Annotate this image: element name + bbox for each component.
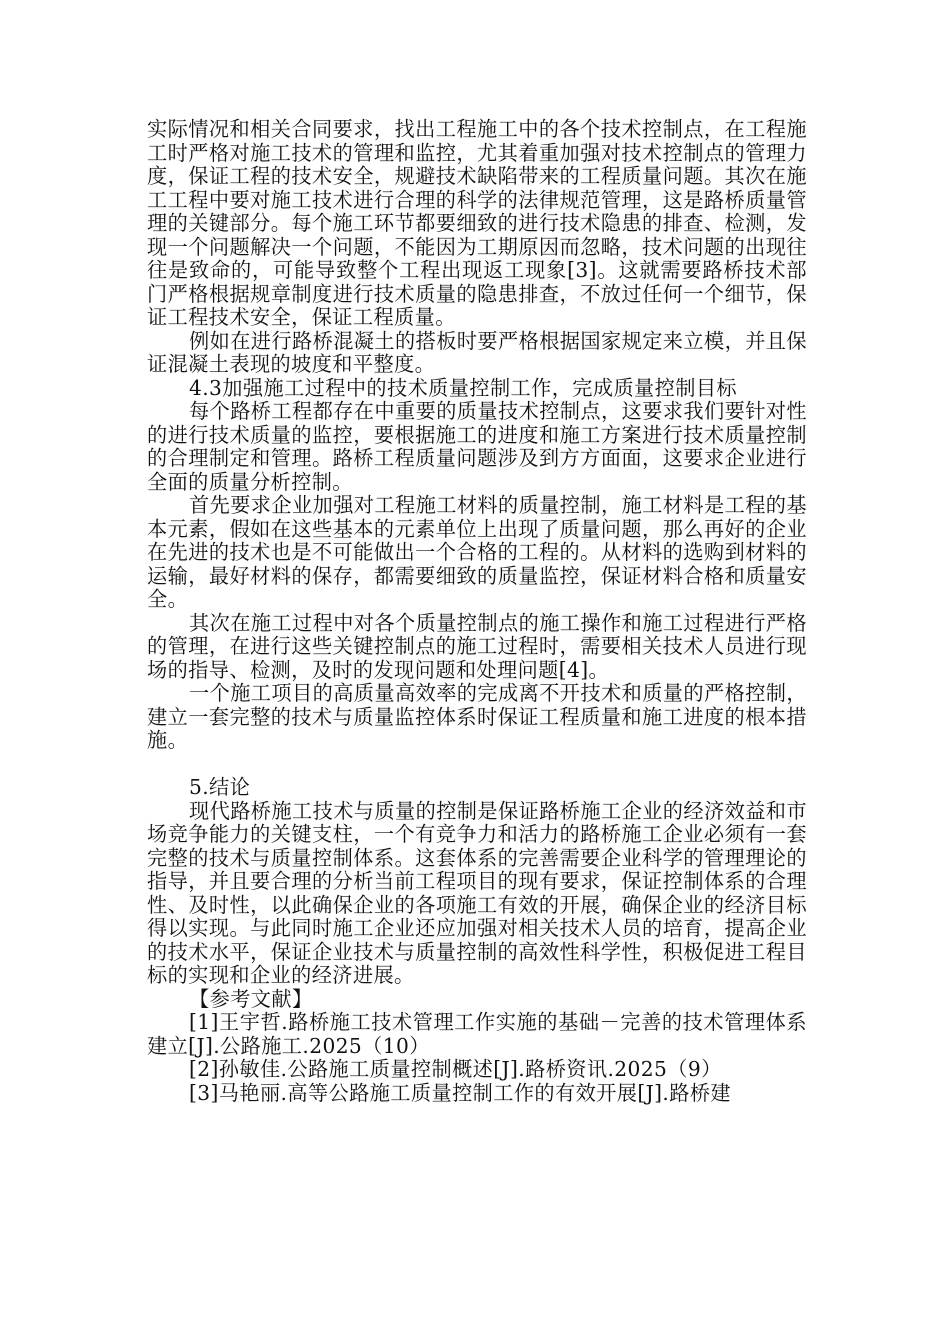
paragraph-material-quality: 首先要求企业加强对工程施工材料的质量控制，施工材料是工程的基本元素，假如在这些基本的元素单位上出现了质量问题，那么再好的企业在先进的技术也是不可能做出一个合格的工程的。从材料的选购到材料的运输，最好材料的保存，都需要细致的质量监控，保证材料合格和质量安全。 — [147, 493, 807, 611]
paragraph-conclusion: 现代路桥施工技术与质量的控制是保证路桥施工企业的经济效益和市场竞争能力的关键支柱，一个有竞争力和活力的路桥施工企业必须有一套完整的技术与质量控制体系。这套体系的完善需要企业科学的管理理论的指导，并且要合理的分析当前工程项目的现有要求，保证控制体系的合理性、及时性，以此确保企业的各项施工有效的开展，确保企业的经济目标得以实现。与此同时施工企业还应加强对相关技术人员的培育，提高企业的技术水平，保证企业技术与质量控制的高效性科学性，积极促进工程目标的实现和企业的经济进展。 — [147, 798, 807, 987]
paragraph-concrete-example: 例如在进行路桥混凝土的搭板时要严格根据国家规定来立模，并且保证混凝土表现的坡度和平整度。 — [147, 328, 807, 376]
document-body — [147, 118, 807, 1105]
section-heading-conclusion: 5.结论 — [189, 775, 251, 799]
reference-item-1: [1]王宇哲.路桥施工技术管理工作实施的基础－完善的技术管理体系建立[J].公路施工.2025（10） — [147, 1010, 807, 1058]
references-heading: 【参考文献】 — [189, 986, 313, 1011]
reference-item-2: [2]孙敏佳.公路施工质量控制概述[J].路桥资讯.2025（9） — [189, 1057, 722, 1081]
reference-item-3: [3]马艳丽.高等公路施工质量控制工作的有效开展[J].路桥建 — [189, 1080, 731, 1105]
section-heading-4-3: 4.3加强施工过程中的技术质量控制工作，完成质量控制目标 — [189, 375, 737, 400]
blank-line — [147, 753, 807, 777]
paragraph-process-management: 其次在施工过程中对各个质量控制点的施工操作和施工过程进行严格的管理，在进行这些关键控制点的施工过程时，需要相关技术人员进行现场的指导、检测，及时的发现问题和处理问题[4]。 — [147, 610, 807, 682]
paragraph-quality-control-points: 每个路桥工程都存在中重要的质量技术控制点，这要求我们要针对性的进行技术质量的监控，要根据施工的进度和施工方案进行技术质量控制的合理制定和管理。路桥工程质量问题涉及到方方面面，这要求企业进行全面的质量分析控制。 — [147, 399, 807, 494]
paragraph-monitoring-system: 一个施工项目的高质量高效率的完成离不开技术和质量的严格控制，建立一套完整的技术与质量监控体系时保证工程质量和施工进度的根本措施。 — [147, 681, 807, 752]
paragraph-technical-control-points: 实际情况和相关合同要求，找出工程施工中的各个技术控制点，在工程施工时严格对施工技术的管理和监控，尤其着重加强对技术控制点的管理力度，保证工程的技术安全，规避技术缺陷带来的工程质量问题。其次在施工工程中要对施工技术进行合理的科学的法律规范管理，这是路桥质量管理的关键部分。每个施工环节都要细致的进行技术隐患的排查、检测，发现一个问题解决一个问题，不能因为工期原因而忽略，技术问题的出现往往是致命的，可能导致整个工程出现返工现象[3]。这就需要路桥技术部门严格根据规章制度进行技术质量的隐患排查，不放过任何一个细节，保证工程技术安全，保证工程质量。 — [147, 117, 807, 329]
